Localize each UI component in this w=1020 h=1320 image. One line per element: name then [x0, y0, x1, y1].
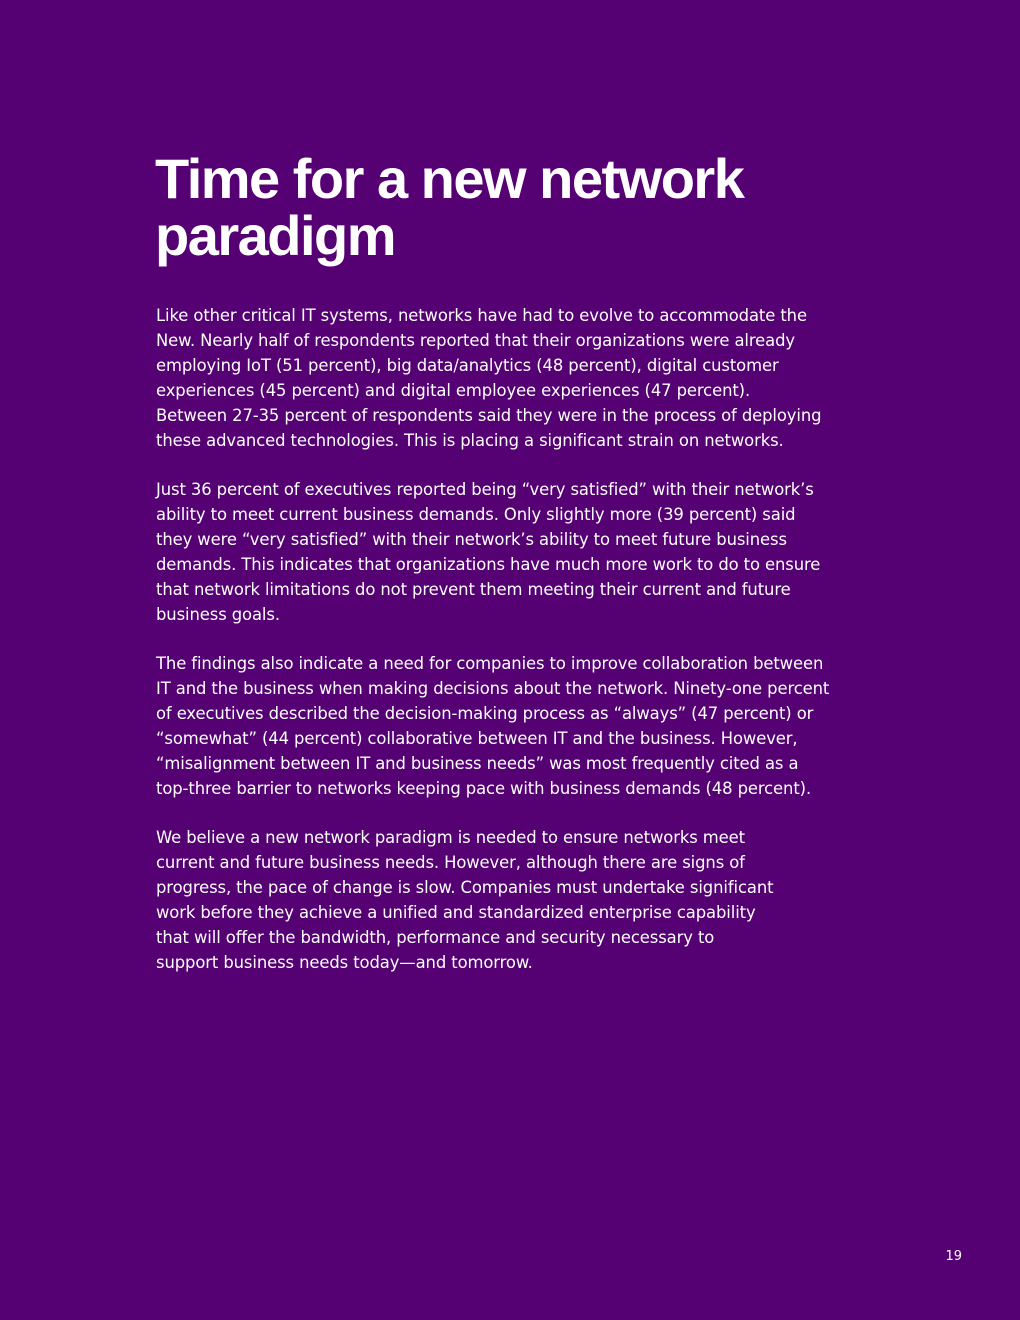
paragraph-line: IT and the business when making decisions about the network. Ninety-one percent: [156, 679, 830, 698]
paragraph-line: that network limitations do not prevent them meeting their current and future: [156, 580, 791, 599]
paragraph-line: they were “very satisfied” with their network’s ability to meet future business: [156, 530, 787, 549]
paragraph-line: current and future business needs. However, although there are signs of: [156, 853, 745, 872]
paragraph-line: Like other critical IT systems, networks have had to evolve to accommodate the: [156, 306, 807, 325]
paragraph-line: business goals.: [156, 605, 280, 624]
paragraph-line: employing IoT (51 percent), big data/analytics (48 percent), digital customer: [156, 356, 779, 375]
paragraph-line: these advanced technologies. This is placing a significant strain on networks.: [156, 431, 784, 450]
paragraph-line: “somewhat” (44 percent) collaborative between IT and the business. However,: [156, 729, 798, 748]
paragraph-line: work before they achieve a unified and standardized enterprise capability: [156, 903, 756, 922]
page-number: 19: [945, 1249, 962, 1264]
body-paragraph-1: [156, 303, 868, 453]
body-paragraph-3: [156, 651, 868, 801]
paragraph-line: progress, the pace of change is slow. Companies must undertake significant: [156, 878, 774, 897]
paragraph-line: support business needs today—and tomorrow.: [156, 953, 533, 972]
body-paragraph-4: [156, 825, 868, 975]
paragraph-line: New. Nearly half of respondents reported that their organizations were already: [156, 331, 795, 350]
paragraph-line: of executives described the decision-making process as “always” (47 percent) or: [156, 704, 814, 723]
paragraph-line: The findings also indicate a need for companies to improve collaboration between: [156, 654, 824, 673]
paragraph-line: We believe a new network paradigm is needed to ensure networks meet: [156, 828, 745, 847]
page-title-line-2: paradigm: [155, 204, 396, 267]
page-title-line-1: Time for a new network: [155, 147, 744, 210]
paragraph-line: “misalignment between IT and business needs” was most frequently cited as a: [156, 754, 799, 773]
paragraph-line: that will offer the bandwidth, performance and security necessary to: [156, 928, 715, 947]
body-paragraph-2: [156, 477, 868, 627]
paragraph-line: experiences (45 percent) and digital employee experiences (47 percent).: [156, 381, 751, 400]
page-title: [155, 147, 855, 267]
paragraph-line: demands. This indicates that organizations have much more work to do to ensure: [156, 555, 821, 574]
paragraph-line: ability to meet current business demands. Only slightly more (39 percent) said: [156, 505, 796, 524]
paragraph-line: Between 27-35 percent of respondents said they were in the process of deploying: [156, 406, 822, 425]
paragraph-line: Just 36 percent of executives reported being “very satisfied” with their network’s: [156, 480, 814, 499]
paragraph-line: top-three barrier to networks keeping pace with business demands (48 percent).: [156, 779, 812, 798]
body-text: [156, 303, 868, 999]
